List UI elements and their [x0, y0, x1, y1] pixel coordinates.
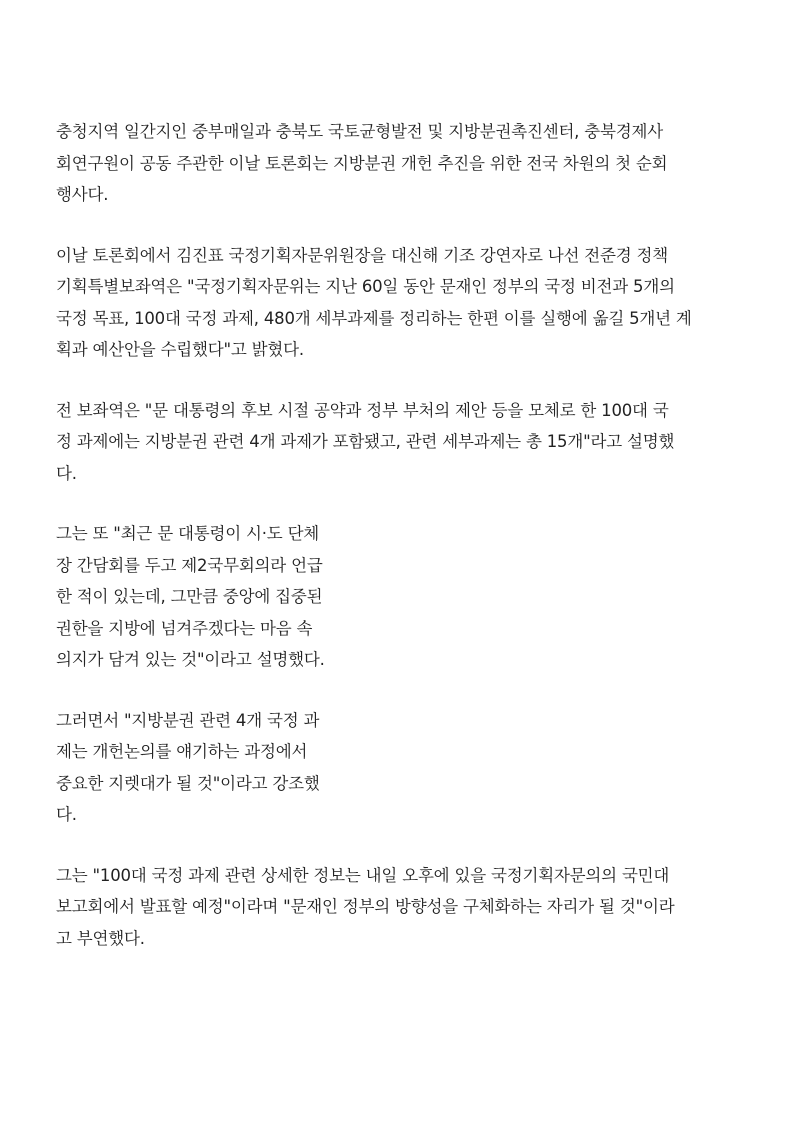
text-line: 의지가 담겨 있는 것"이라고 설명했다.: [56, 650, 325, 669]
text-line: 권한을 지방에 넘겨주겠다는 마음 속: [56, 618, 313, 638]
text-line: 이날 토론회에서 김진표 국정기획자문위원장을 대신해 기조 강연자로 나선 전준경 정책: [56, 245, 669, 265]
text-line: 행사다.: [56, 185, 109, 204]
paragraph-2: [56, 240, 756, 366]
text-line: 그러면서 "지방분권 관련 4개 국정 과: [56, 710, 320, 730]
text-line: 획과 예산안을 수립했다"고 밝혔다.: [56, 340, 304, 359]
text-line: 제는 개헌논의를 얘기하는 과정에서: [56, 742, 308, 761]
text-line: 장 간담회를 두고 제2국무회의라 언급: [56, 555, 323, 575]
text-line: 중요한 지렛대가 될 것"이라고 강조했: [56, 773, 320, 793]
article-body: [56, 116, 756, 983]
text-line: 그는 "100대 국정 과제 관련 상세한 정보는 내일 오후에 있을 국정기획자문의의 국민대: [56, 865, 670, 885]
paragraph-6: [56, 860, 756, 955]
text-line: 고 부연했다.: [56, 928, 145, 948]
text-line: 기획특별보좌역은 "국정기획자문위는 지난 60일 동안 문재인 정부의 국정 비전과 5개의: [56, 277, 675, 296]
text-line: 전 보좌역은 "문 대통령의 후보 시절 공약과 정부 부처의 제안 등을 모체로 한 100대 국: [56, 400, 669, 420]
text-line: 그는 또 "최근 문 대통령이 시·도 단체: [56, 524, 320, 543]
text-line: 다.: [56, 463, 77, 483]
text-line: 회연구원이 공동 주관한 이날 토론회는 지방분권 개헌 추진을 위한 전국 차원의 첫 순회: [56, 153, 668, 173]
paragraph-3: [56, 395, 756, 490]
text-line: 보고회에서 발표할 예정"이라며 "문재인 정부의 방향성을 구체화하는 자리가 될 것"이라: [56, 897, 675, 916]
paragraph-1: [56, 116, 756, 211]
text-line: 국정 목표, 100대 국정 과제, 480개 세부과제를 정리하는 한편 이를 실행에 옮길 5개년 계: [56, 308, 692, 328]
paragraph-4: [56, 518, 358, 676]
text-line: 다.: [56, 805, 77, 824]
text-line: 정 과제에는 지방분권 관련 4개 과제가 포함됐고, 관련 세부과제는 총 15개"라고 설명했: [56, 432, 675, 451]
text-line: 충청지역 일간지인 중부매일과 충북도 국토균형발전 및 지방분권촉진센터, 충북경제사: [56, 122, 663, 141]
text-line: 한 적이 있는데, 그만큼 중앙에 집중된: [56, 587, 323, 606]
paragraph-5: [56, 705, 358, 831]
